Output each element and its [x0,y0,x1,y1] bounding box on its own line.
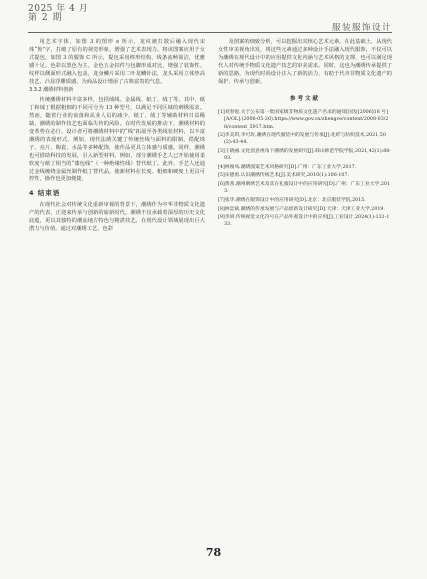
section-heading: 4 结束语 [29,189,61,198]
references-heading: 参考文献 [289,96,320,103]
reference-item: [3]王晓丽.文化创意视角下潮绣的发展研究[J].韩山师范学院学报,2021,42(1):88-93. [218,149,391,162]
body-paragraph: 在现代社会对传统文化重新审视的背景下，潮绣作为中华非物质文化遗产的代表，正迎来传承与创新的崭新时代。潮绣不仅承载着深厚的历史文化底蕴，更以其独特的潮汕地方特色与精湛技艺，在现代设计领域展现出巨大潜力与价值。通过对潮绣工艺、色彩 [29,202,205,232]
reference-item: [1]刘春悦.关于公布第一批国家级非物质文化遗产名录的通知[国发[2006]18 号][A/OL].(2006-05-20).https://www.gov.cn/zhengce/content/2008-03/28/content_5917.htm. [218,110,389,130]
reference-list [218,109,392,228]
reference-item: [9]李妍.传统视觉文化符号在产品外观设计中的应用[J].工业设计,2024(1):131-133. [218,215,390,228]
body-paragraph: 用艺术字体，如图 3 的图形 e 所示，龙纹被打散后融入现代宋体“鲁”字，打破了原有的视觉形象，增强了艺术表现力。将该图案应用于女式提包，如图 3 的服饰 C 所示，提包采用棒形结构，线条流畅简洁，优雅感十足。色彩以黑色为主，金色五金扣件与包脚形成对比，增强了装饰性。纹样以侧面形式融入包盖，龙身鳞片采用二叶龙鳞针法，龙头采用立体垫高技艺，凸显浮雕质感，为商品设计增添了古典富贵的气息。 [29,39,205,85]
reference-item: [6]黄茜.潮州刺绣艺术及其在礼服设计中的应用研究[D].广州：广东工业大学,2013. [218,182,391,195]
reference-item: [5]宋德勇.认识潮绣传统艺术[J].美术研究,2010(1):106-107. [218,173,350,179]
reference-item: [8]林忠斌.潮绣的传承发展与产品创新设计研究[D].天津：天津工业大学,2019. [218,206,386,212]
reference-item: [2]李美琪,李可玫.潮绣在现代服装中的发展与传承[J].化纤与纺织技术,2021,50(2):43-44. [218,133,386,146]
right-column [218,39,392,230]
body-paragraph: 传统潮绣材料丰富多样，包括绒线、金属线、纸丁、绒丁等。其中，纸丁和绒丁根据粗细的不同可分为 13 种型号，以满足不同区域的刺绣需求。然而，随着行业的衰落和从业人员的减少，纸丁、绒丁等辅助材料日益稀缺，潮绣的制作技艺也面临失传的风险。在时代发展的推动下，潮绣材料的变革势在必行。设计者可将潮绣材料中的“线”拓展至各类线状材料，以丰富潮绣的表现形式。例如，现代法绣关键了传统丝线与面料的限制，搭配珠子、亮片、陶瓷、水晶等多种配饰，使作品更具立体感与质感。同样，潮绣也可借助科技的发展，引入新型材料。例如，部分潮绣手艺人已开始使用柔软度与纸丁相当的“漆包线”（一种绝缘性线）替代纸丁。此外，手艺人还通过金线缠绕金属丝制作纸丁替代品，使新材料在长度、粗细和硬度上更具可控性，操作也更加便捷。 [29,97,205,183]
journal-header [28,5,88,24]
page-number: 78 [205,546,222,559]
issue-date: 2025 年 4 月 [28,4,89,14]
body-paragraph: 及图案的细致分析，可以挖掘出其核心艺术元素。在此基础上，从现代女性审美视角出发，将这些元素通过多种设计手法融入现代服饰，不仅可以为潮绣在现代设计中的应用提供文化内涵与艺术风格的支撑，也可以满足现代人对传统手物质文化遗产技艺的审美需求。同时，这也为潮绣传承提供了新的思路，为现代时尚设计注入了新的活力，有助于代齐非物质文化遗产的保护、传承与创新。 [218,39,392,85]
section-label: 服装服饰设计 [331,23,392,33]
reference-item: [7]张华.潮绣在服饰设计中的应用研究[D].北京：北京服装学院,2015. [218,197,366,203]
reference-item: [4]林俊凤.潮绣图案艺术风格研究[D].广州：广东工业大学,2017. [218,164,357,170]
left-column [29,39,205,234]
issue-number: 第 2 期 [28,13,63,24]
header-rule [28,32,392,33]
subsection-heading: 3.3.2 潮绣材料创新 [29,87,74,94]
